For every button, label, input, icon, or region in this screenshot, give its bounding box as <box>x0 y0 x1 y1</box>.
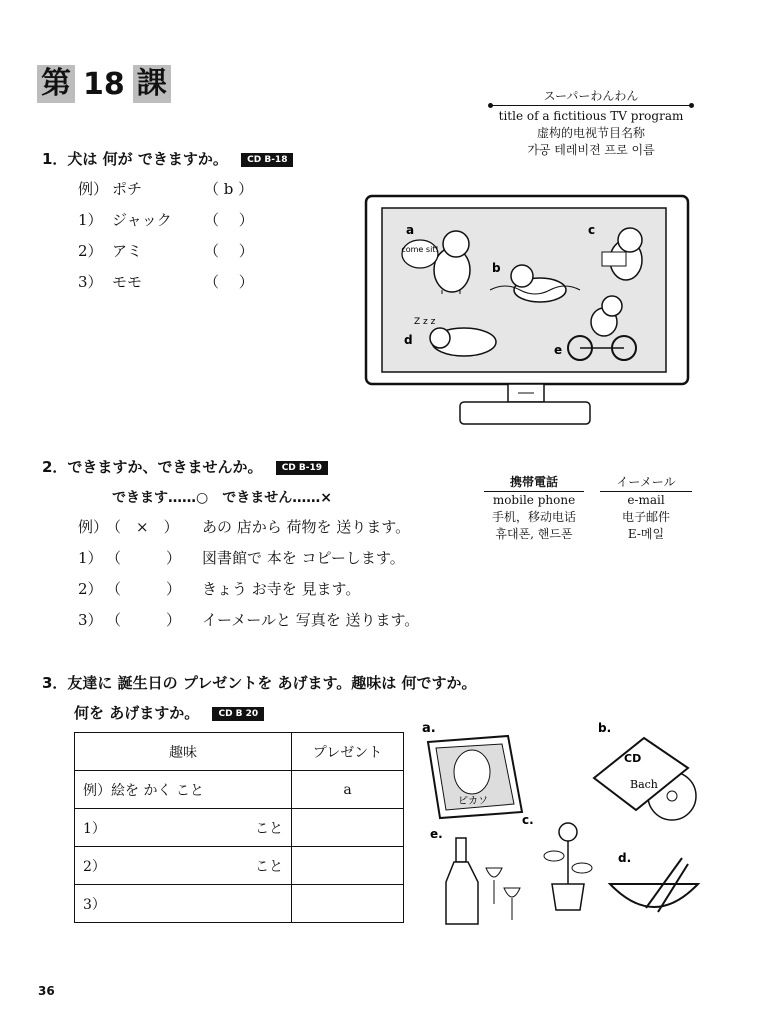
section2-title <box>42 456 328 477</box>
picasso-text: ピカソ <box>458 796 488 807</box>
tv-label-b: b <box>492 261 501 275</box>
cd-track-b18: CD B-18 <box>241 153 293 167</box>
sentence-text: 図書館で 本を コピーします。 <box>202 549 405 567</box>
section2-row <box>78 547 478 578</box>
sentence-text: きょう お寺を 見ます。 <box>202 580 361 598</box>
present-cell: a <box>292 771 404 809</box>
cd-track-b20: CD B 20 <box>212 707 264 721</box>
row-label: 例） <box>78 518 109 536</box>
wine-bottle-icon <box>446 838 520 924</box>
section3-title: 3．友達に 誕生日の プレゼントを あげます。趣味は 何ですか。 <box>42 674 477 692</box>
section2-title-text: 2．できますか、できませんか。 <box>42 458 263 476</box>
vocab-term: イーメール <box>600 474 692 492</box>
tv-label-a: a <box>406 223 415 237</box>
tv-stand <box>460 402 590 424</box>
tv-program-note <box>490 88 692 159</box>
item-label-b: b. <box>598 721 612 735</box>
dog-name: ジャック <box>112 211 172 229</box>
section1-list <box>78 178 278 302</box>
present-cell[interactable] <box>292 885 404 923</box>
hobby-label: 3） <box>83 896 106 913</box>
section2-row <box>78 609 478 640</box>
lesson-number: 18 <box>83 66 125 102</box>
section1-title-text: 1．犬は 何が できますか。 <box>42 150 228 168</box>
section1-title <box>42 148 293 169</box>
item-label-e: e. <box>430 827 443 841</box>
section2-legend: できます……○ できません……× <box>112 490 332 506</box>
vocab-en: e-mail <box>627 493 665 507</box>
lesson-title <box>37 62 171 106</box>
dog-name: アミ <box>112 242 143 260</box>
vocab-email <box>600 474 692 543</box>
section3-title-line2 <box>74 702 264 723</box>
header-present: プレゼント <box>292 733 404 771</box>
lesson-prefix: 第 <box>37 65 75 103</box>
row-label: 1） <box>78 549 103 567</box>
vocab-zh: 电子邮件 <box>621 510 670 524</box>
bach-text: Bach <box>630 778 658 791</box>
header-hobby: 趣味 <box>75 733 292 771</box>
section1-row <box>78 178 278 209</box>
table-row <box>75 885 404 923</box>
tv-note-en: title of a fictitious TV program <box>498 109 684 123</box>
tv-label-c: c <box>588 223 596 237</box>
section3-title2-text: 何を あげますか。 <box>74 704 200 722</box>
cd-track-b19: CD B-19 <box>276 461 328 475</box>
dot-right <box>689 103 694 108</box>
answer-blank[interactable]: （ ） <box>204 273 254 291</box>
vocab-zh: 手机，移动电话 <box>491 510 576 524</box>
section1-row <box>78 209 278 240</box>
mark-blank[interactable]: （ ） <box>106 580 182 598</box>
row-label: 3） <box>78 273 103 291</box>
table-row <box>75 809 404 847</box>
hobby-cell[interactable] <box>75 809 292 847</box>
table-row <box>75 771 404 809</box>
hobby-cell: 例）絵を かく こと <box>75 771 292 809</box>
mark-blank[interactable]: （ ） <box>106 549 182 567</box>
table-row <box>75 847 404 885</box>
rose-pot-icon <box>544 823 592 910</box>
hobby-suffix: こと <box>255 820 283 837</box>
section2-row <box>78 516 478 547</box>
hobby-suffix: こと <box>255 858 283 875</box>
item-label-c: c. <box>522 813 534 827</box>
mark-blank: （ × ） <box>106 518 179 536</box>
tv-label-d: d <box>404 333 413 347</box>
sentence-text: イーメールと 写真を 送ります。 <box>202 611 420 629</box>
row-label: 例） <box>78 180 109 198</box>
tv-illustration <box>360 190 692 434</box>
section2-list <box>78 516 478 640</box>
answer-blank[interactable]: （ ） <box>204 242 254 260</box>
table-header-row <box>75 733 404 771</box>
dog-name: ポチ <box>112 180 143 198</box>
tv-note-ko: 가공 테레비젼 프로 이름 <box>527 143 655 157</box>
row-label: 2） <box>78 242 103 260</box>
answer-blank[interactable]: （ ） <box>204 211 254 229</box>
section2-row <box>78 578 478 609</box>
dog-d-icon <box>430 328 496 356</box>
section1-row <box>78 240 278 271</box>
zzz-text: Z z z <box>414 317 436 327</box>
row-label: 3） <box>78 611 103 629</box>
tv-program-title: スーパーわんわん <box>543 89 639 103</box>
cd-label-text: CD <box>624 752 642 765</box>
hobby-label: 1） <box>83 820 106 837</box>
vocab-term: 携帯電話 <box>484 474 584 492</box>
hobby-label: 2） <box>83 858 106 875</box>
vocab-en: mobile phone <box>492 493 576 507</box>
dot-left <box>488 103 493 108</box>
page-number: 36 <box>38 984 55 998</box>
hobby-cell[interactable] <box>75 847 292 885</box>
mark-blank[interactable]: （ ） <box>106 611 182 629</box>
tv-label-e: e <box>554 343 563 357</box>
present-cell[interactable] <box>292 809 404 847</box>
tv-note-zh: 虚构的电视节目名称 <box>536 126 645 140</box>
present-illustrations <box>418 718 708 938</box>
hobby-cell[interactable] <box>75 885 292 923</box>
vocab-mobile-phone <box>484 474 584 543</box>
present-cell[interactable] <box>292 847 404 885</box>
answer-blank: （ b ） <box>204 180 254 198</box>
mixing-bowl-icon <box>610 858 698 912</box>
item-label-a: a. <box>422 721 436 736</box>
row-label: 2） <box>78 580 103 598</box>
dog-name: モモ <box>112 273 143 291</box>
lesson-suffix: 課 <box>133 65 171 103</box>
vocab-ko: E-메일 <box>627 527 665 541</box>
tv-note-lines <box>490 105 692 159</box>
speech-text: come sit! <box>401 245 439 254</box>
section1-row <box>78 271 278 302</box>
row-label: 1） <box>78 211 103 229</box>
sentence-text: あの 店から 荷物を 送ります。 <box>202 518 411 536</box>
vocab-ko: 휴대폰, 핸드폰 <box>495 527 573 541</box>
hobby-table <box>74 732 404 923</box>
item-label-d: d. <box>618 851 632 865</box>
